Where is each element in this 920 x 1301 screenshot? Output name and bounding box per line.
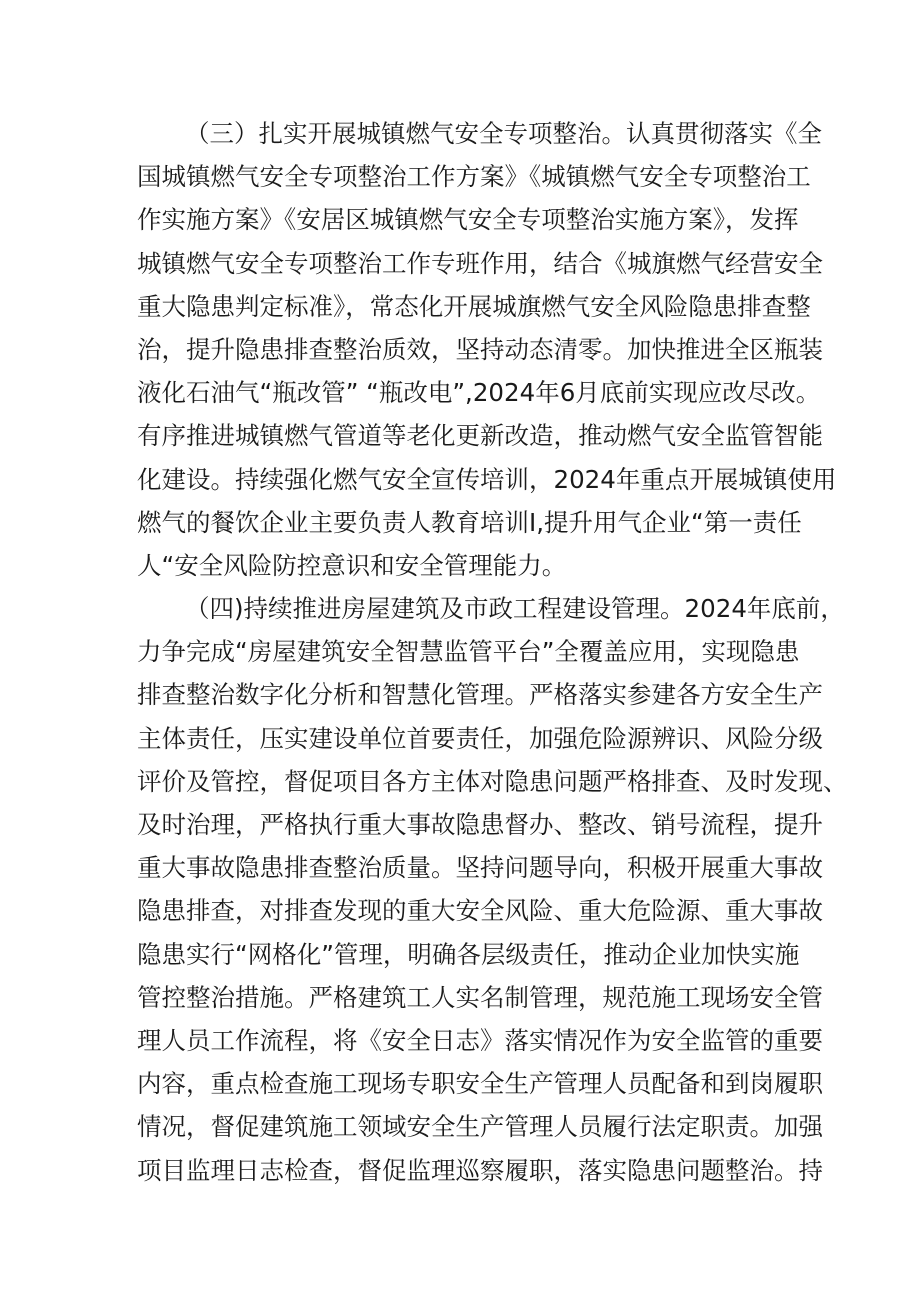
text-line: 重大事故隐患排查整治质量。坚持问题导向，积极开展重大事故 <box>137 853 823 883</box>
text-line: 化建设。持续强化燃气安全宣传培训，2024年重点开展城镇使用 <box>137 464 837 494</box>
text-line: 重大隐患判定标准》，常态化开展城旗燃气安全风险隐患排查整 <box>137 291 811 321</box>
text-line: 城镇燃气安全专项整治工作专班作用，结合《城旗燃气经营安全 <box>137 248 823 278</box>
paragraph-section-3 <box>137 112 837 587</box>
document-body <box>137 112 848 1192</box>
text-line: 隐患排查，对排查发现的重大安全风险、重大危险源、重大事故 <box>137 896 823 926</box>
text-line: 内容，重点检查施工现场专职安全生产管理人员配备和到岗履职 <box>137 1069 823 1099</box>
text-line: 情况，督促建筑施工领域安全生产管理人员履行法定职责。加强 <box>137 1112 823 1142</box>
text-line: 理人员工作流程，将《安全日志》落实情况作为安全监管的重要 <box>137 1025 823 1055</box>
text-line: 隐患实行“网格化”管理，明确各层级责任，推动企业加快实施 <box>137 939 800 969</box>
text-line: 液化石油气“瓶改管” “瓶改电”,2024年6月底前实现应改尽改。 <box>137 378 821 408</box>
text-line: 治，提升隐患排查整治质效，坚持动态清零。加快推进全区瓶装 <box>137 334 823 364</box>
text-line: 项目监理日志检查，督促监理巡察履职，落实隐患问题整治。持 <box>137 1155 823 1185</box>
text-line: 燃气的餐饮企业主要负责人教育培训I,提升用气企业“第一责任 <box>137 507 802 537</box>
text-line: 及时治理，严格执行重大事故隐患督办、整改、销号流程，提升 <box>137 810 823 839</box>
text-line: 主体责任，压实建设单位首要责任，加强危险源辨识、风险分级 <box>137 723 823 753</box>
text-line: 力争完成“房屋建筑安全智慧监管平台”全覆盖应用，实现隐患 <box>137 637 800 667</box>
text-line: （四)持续推进房屋建筑及市政工程建设管理。2024年底前， <box>185 594 845 624</box>
text-line: （三）扎实开展城镇燃气安全专项整治。认真贯彻落实《全 <box>185 119 822 148</box>
text-line: 有序推进城镇燃气管道等老化更新改造，推动燃气安全监管智能 <box>137 421 823 451</box>
text-line: 管控整治措施。严格建筑工人实名制管理，规范施工现场安全管 <box>137 982 823 1012</box>
text-line: 排查整治数字化分析和智慧化管理。严格落实参建各方安全生产 <box>137 680 823 710</box>
paragraph-section-4 <box>137 587 848 1192</box>
text-line: 人“安全风险防控意识和安全管理能力。 <box>137 550 567 580</box>
text-line: 作实施方案》《安居区城镇燃气安全专项整治实施方案》，发挥 <box>137 205 799 235</box>
text-line: 评价及管控，督促项目各方主体对隐患问题严格排查、及时发现、 <box>137 766 848 796</box>
text-line: 国城镇燃气安全专项整治工作方案》《城镇燃气安全专项整治工 <box>137 162 811 192</box>
